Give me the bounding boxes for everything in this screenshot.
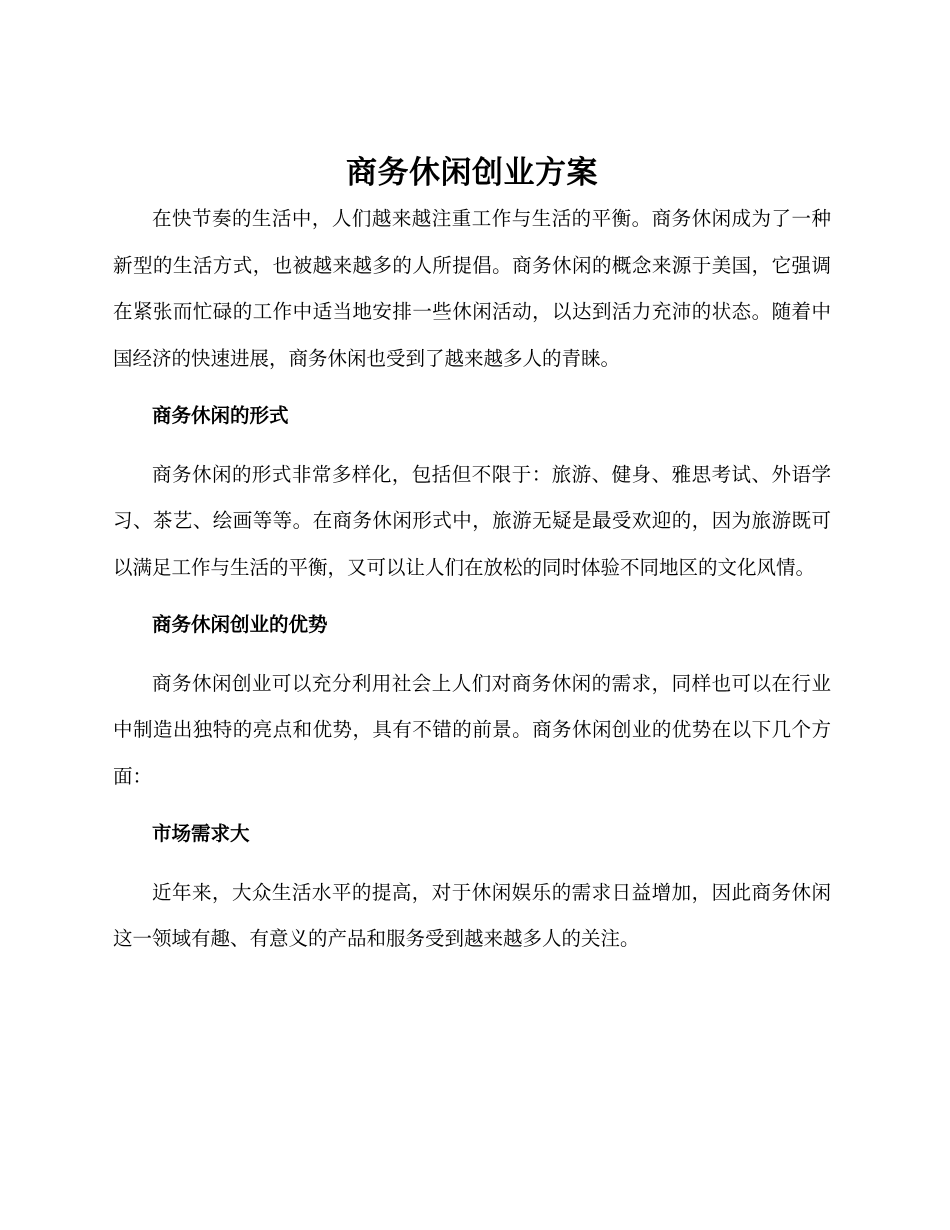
section-heading-market-demand: 市场需求大: [152, 822, 250, 845]
document-page: [113, 150, 831, 963]
section-body-forms: 商务休闲的形式非常多样化，包括但不限于：旅游、健身、雅思考试、外语学习、茶艺、绘画等等。在商务休闲形式中，旅游无疑是最受欢迎的，因为旅游既可以满足工作与生活的平衡，又可以让人们在放松的同时体验不同地区的文化风情。: [113, 462, 831, 579]
section-body-market-demand: 近年来，大众生活水平的提高，对于休闲娱乐的需求日益增加，因此商务休闲这一领域有趣、有意义的产品和服务受到越来越多人的关注。: [113, 880, 831, 950]
intro-paragraph: 在快节奏的生活中，人们越来越注重工作与生活的平衡。商务休闲成为了一种新型的生活方式，也被越来越多的人所提倡。商务休闲的概念来源于美国，它强调在紧张而忙碌的工作中适当地安排一些休闲活动，以达到活力充沛的状态。随着中国经济的快速进展，商务休闲也受到了越来越多人的青睐。: [113, 207, 831, 370]
document-title: 商务休闲创业方案: [346, 155, 598, 191]
section-body-advantages: 商务休闲创业可以充分利用社会上人们对商务休闲的需求，同样也可以在行业中制造出独特的亮点和优势，具有不错的前景。商务休闲创业的优势在以下几个方面：: [113, 671, 831, 788]
section-heading-forms: 商务休闲的形式: [152, 404, 289, 427]
section-heading-advantages: 商务休闲创业的优势: [152, 613, 328, 636]
